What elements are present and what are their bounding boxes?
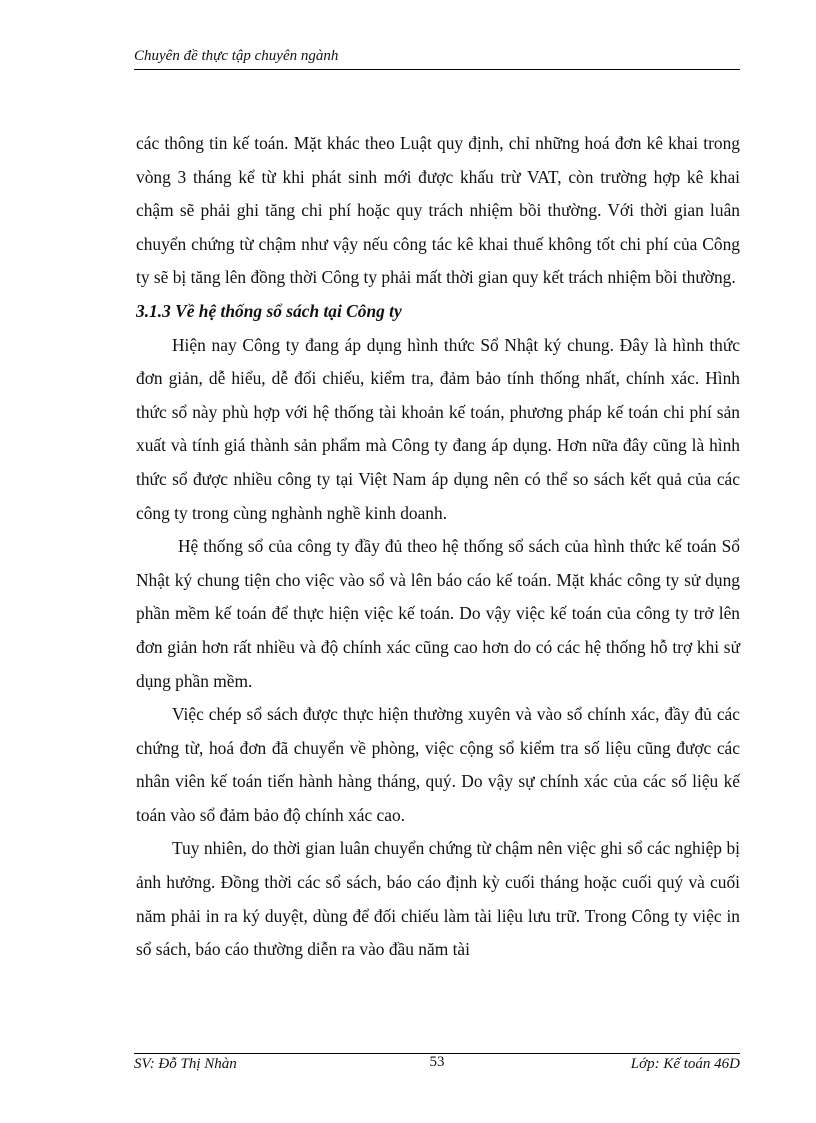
page-footer bbox=[134, 1053, 740, 1078]
page-number: 53 bbox=[429, 1054, 445, 1070]
paragraph-ledger-system: Hệ thống sổ của công ty đầy đủ theo hệ thống sổ sách của hình thức kế toán Sổ Nhật ký chung tiện cho việc vào sổ và lên báo cáo kế toán. Mặt khác công ty sử dụng phần mềm kế toán để thực hiện việc kế toán. Do vậy việc kế toán của công ty trở lên đơn giản hơn rất nhiều và độ chính xác cũng cao hơn do có các hệ thống hỗ trợ khi sử dụng phần mềm. bbox=[136, 536, 740, 691]
section-heading: 3.1.3 Về hệ thống sổ sách tại Công ty bbox=[136, 300, 402, 321]
header-title: Chuyên đề thực tập chuyên ngành bbox=[134, 48, 339, 64]
page-header bbox=[134, 48, 740, 70]
paragraph-journal-form: Hiện nay Công ty đang áp dụng hình thức Sổ Nhật ký chung. Đây là hình thức đơn giản, dễ hiểu, dễ đối chiếu, kiểm tra, đảm bảo tính thống nhất, chính xác. Hình thức sổ này phù hợp với hệ thống tài khoản kế toán, phương pháp kế toán chi phí sản xuất và tính giá thành sản phẩm mà Công ty đang áp dụng. Hơn nữa đây cũng là hình thức sổ được nhiều công ty tại Việt Nam áp dụng nên có thể so sách kết quả của các công ty trong cùng nghành nghề kinh doanh. bbox=[136, 334, 740, 523]
footer-student: SV: Đỗ Thị Nhàn bbox=[134, 1056, 237, 1072]
paragraph-bookkeeping: Việc chép sổ sách được thực hiện thường xuyên và vào sổ chính xác, đầy đủ các chứng từ, hoá đơn đã chuyển về phòng, việc cộng sổ kiểm tra số liệu cũng được các nhân viên kế toán tiến hành hàng tháng, quý. Do vậy sự chính xác của các số liệu kế toán vào sổ đảm bảo độ chính xác cao. bbox=[136, 704, 740, 825]
document-body bbox=[136, 127, 740, 967]
paragraph-continued: các thông tin kế toán. Mặt khác theo Luật quy định, chỉ những hoá đơn kê khai trong vòng 3 tháng kể từ khi phát sinh mới được khấu trừ VAT, còn trường hợp kê khai chậm sẽ phải ghi tăng chi phí hoặc quy trách nhiệm bồi thường. Với thời gian luân chuyển chứng từ chậm như vậy nếu công tác kê khai thuế không tốt chi phí của Công ty sẽ bị tăng lên đồng thời Công ty phải mất thời gian quy kết trách nhiệm bồi thường. bbox=[136, 133, 740, 288]
paragraph-however: Tuy nhiên, do thời gian luân chuyển chứng từ chậm nên việc ghi sổ các nghiệp bị ảnh hưởng. Đồng thời các sổ sách, báo cáo định kỳ cuối tháng hoặc cuối quý và cuối năm phải in ra ký duyệt, dùng để đối chiếu làm tài liệu lưu trữ. Trong Công ty việc in sổ sách, báo cáo thường diễn ra vào đầu năm tài bbox=[136, 838, 740, 960]
footer-class: Lớp: Kế toán 46D bbox=[630, 1056, 740, 1072]
